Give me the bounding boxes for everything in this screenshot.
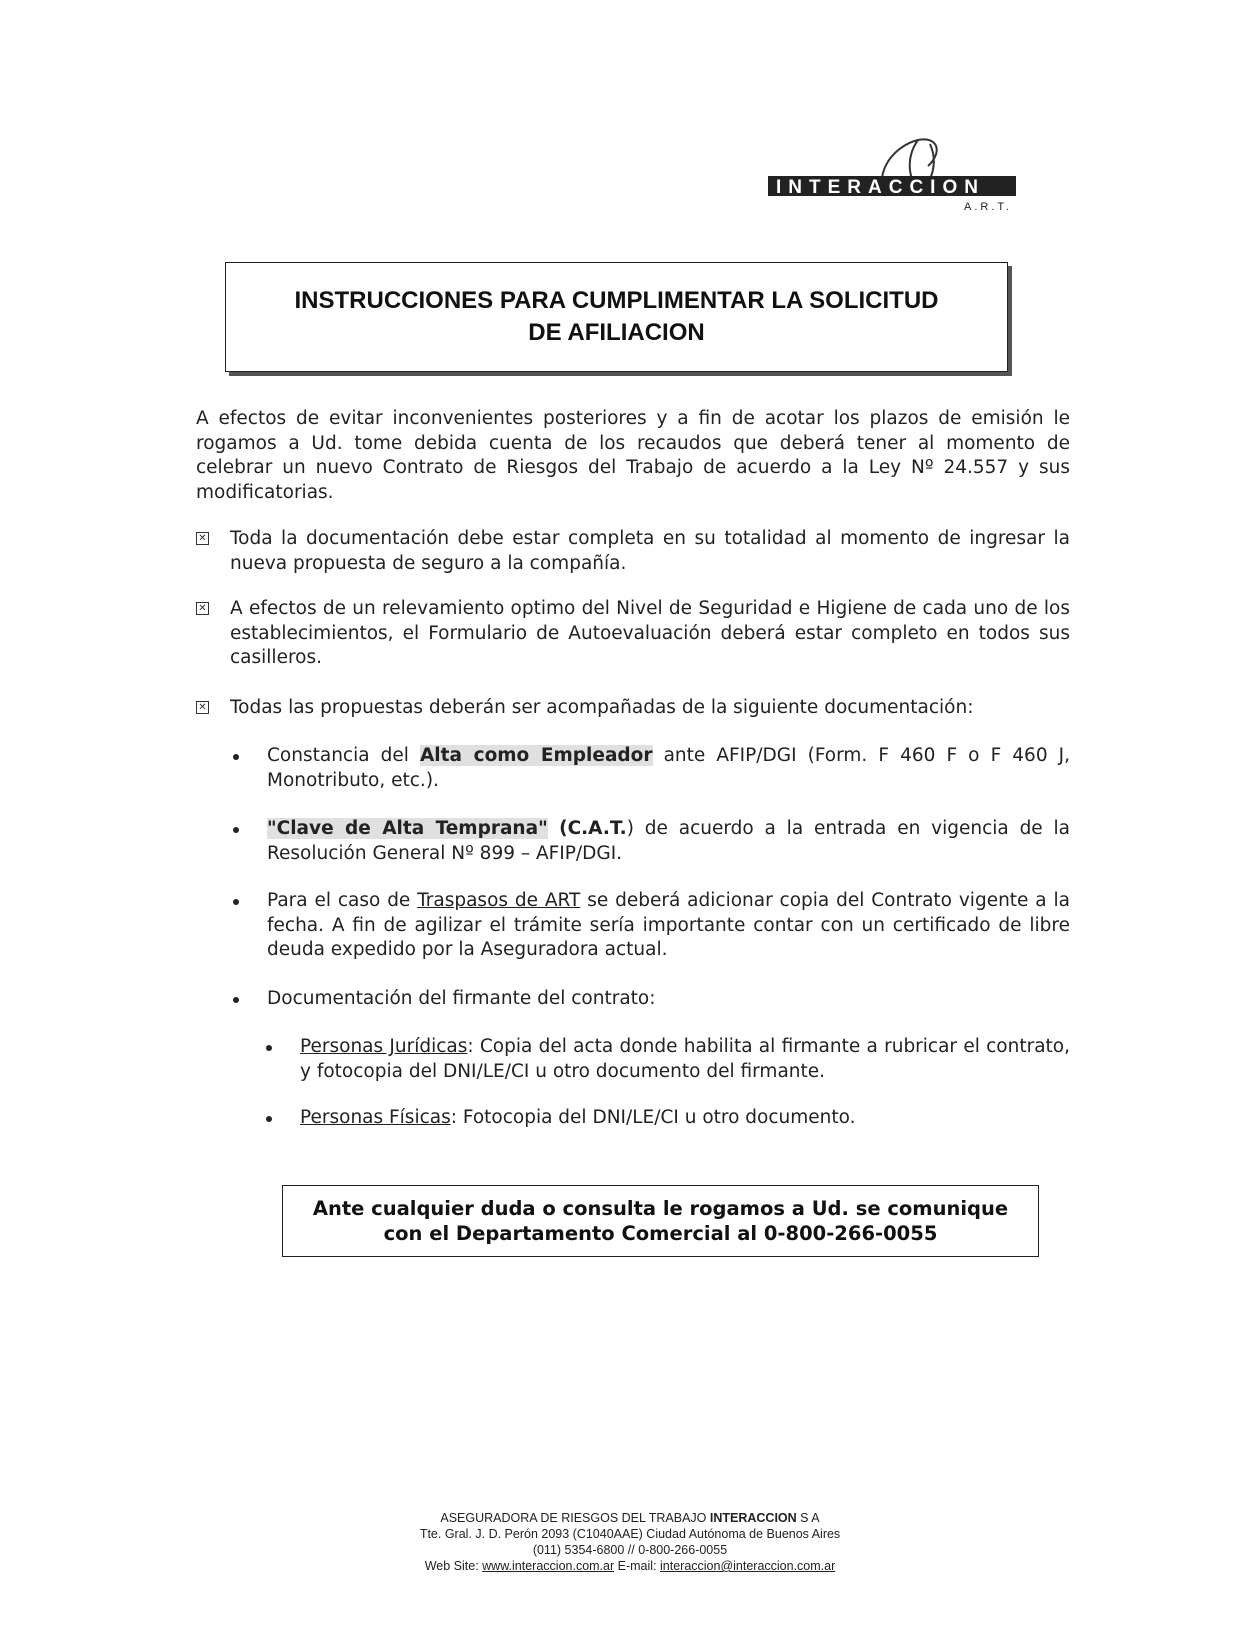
bullet-text: Constancia del Alta como Empleador ante AFIP/DGI (Form. F 460 F o F 460 J, Monotributo, etc.).	[267, 745, 1071, 791]
bullet-icon	[266, 1045, 272, 1051]
underlined-term: Personas Jurídicas	[300, 1036, 468, 1057]
logo-graphic	[768, 134, 1020, 214]
bullet-text: Para el caso de Traspasos de ART se deberá adicionar copia del Contrato vigente a la fecha. A fin de agilizar el trámite sería importante contar con un certificado de libre deuda expedido por la Aseguradora actual.	[267, 890, 1070, 960]
bullet-icon	[233, 754, 239, 760]
website-link[interactable]: www.interaccion.com.ar	[482, 1559, 615, 1573]
checklist-text: Toda la documentación debe estar completa en su totalidad al momento de ingresar la nueva propuesta de seguro a la compañía.	[230, 528, 1070, 574]
underlined-term: Personas Físicas	[300, 1107, 451, 1128]
checklist-text: Todas las propuestas deberán ser acompañadas de la siguiente documentación:	[230, 697, 974, 718]
footer-company: ASEGURADORA DE RIESGOS DEL TRABAJO INTERACCION S A	[440, 1511, 820, 1525]
contact-line-1: Ante cualquier duda o consulta le rogamos a Ud. se comunique	[312, 1197, 1009, 1220]
logo-name: INTERACCION	[776, 177, 985, 198]
bullet-text: Documentación del firmante del contrato:	[267, 988, 656, 1009]
sub-bullet-item	[266, 1035, 1070, 1084]
checked-box-icon: ✕	[196, 602, 209, 615]
checklist-item	[196, 597, 1070, 671]
interaccion-logo	[768, 134, 1020, 214]
bullet-item	[233, 817, 1070, 866]
bullet-icon	[233, 827, 239, 833]
title-line-2: DE AFILIACION	[528, 319, 705, 346]
bullet-item	[233, 987, 1070, 1012]
checklist-text: A efectos de un relevamiento optimo del Nivel de Seguridad e Higiene de cada uno de los establecimientos, el Formulario de Autoevaluación deberá estar completo en todos sus casilleros.	[230, 598, 1070, 668]
bullet-item	[233, 889, 1070, 963]
sub-bullet-item	[266, 1106, 1070, 1131]
title-line-1: INSTRUCCIONES PARA CUMPLIMENTAR LA SOLICITUD	[294, 287, 939, 314]
bullet-icon	[233, 899, 239, 905]
footer-phone: (011) 5354-6800 // 0-800-266-0055	[532, 1543, 728, 1557]
contact-line-2: con el Departamento Comercial al 0-800-266-0055	[383, 1222, 938, 1245]
highlighted-term: Alta como Empleador	[419, 745, 653, 766]
underlined-term: Traspasos de ART	[417, 890, 581, 911]
logo-subtitle: A.R.T.	[964, 201, 1012, 213]
checklist-item	[196, 696, 1070, 721]
checked-box-icon: ✕	[196, 701, 209, 714]
bullet-item	[233, 744, 1070, 793]
contact-box	[282, 1185, 1039, 1257]
checked-box-icon: ✕	[196, 532, 209, 545]
bullet-icon	[266, 1116, 272, 1122]
footer-address: Tte. Gral. J. D. Perón 2093 (C1040AAE) Ciudad Autónoma de Buenos Aires	[419, 1527, 841, 1541]
title-box	[225, 262, 1008, 372]
footer-web: Web Site: www.interaccion.com.ar E-mail: interaccion@interaccion.com.ar	[424, 1559, 836, 1573]
bullet-text: "Clave de Alta Temprana" (C.A.T.) de acuerdo a la entrada en vigencia de la Resolución General Nº 899 – AFIP/DGI.	[267, 818, 1071, 864]
checklist-item	[196, 527, 1070, 576]
intro-paragraph: A efectos de evitar inconvenientes posteriores y a fin de acotar los plazos de emisión le rogamos a Ud. tome debida cuenta de los recaudos que deberá tener al momento de celebrar un nuevo Contrato de Riesgos del Trabajo de acuerdo a la Ley Nº 24.557 y sus modificatorias.	[196, 408, 1070, 503]
highlighted-term: "Clave de Alta Temprana"	[267, 818, 548, 839]
email-link[interactable]: interaccion@interaccion.com.ar	[660, 1559, 836, 1573]
footer	[380, 1510, 880, 1574]
bullet-text: Personas Jurídicas: Copia del acta donde habilita al firmante a rubricar el contrato, y fotocopia del DNI/LE/CI u otro documento del firmante.	[300, 1036, 1070, 1082]
bullet-text: Personas Físicas: Fotocopia del DNI/LE/CI u otro documento.	[300, 1107, 856, 1128]
bullet-icon	[233, 997, 239, 1003]
